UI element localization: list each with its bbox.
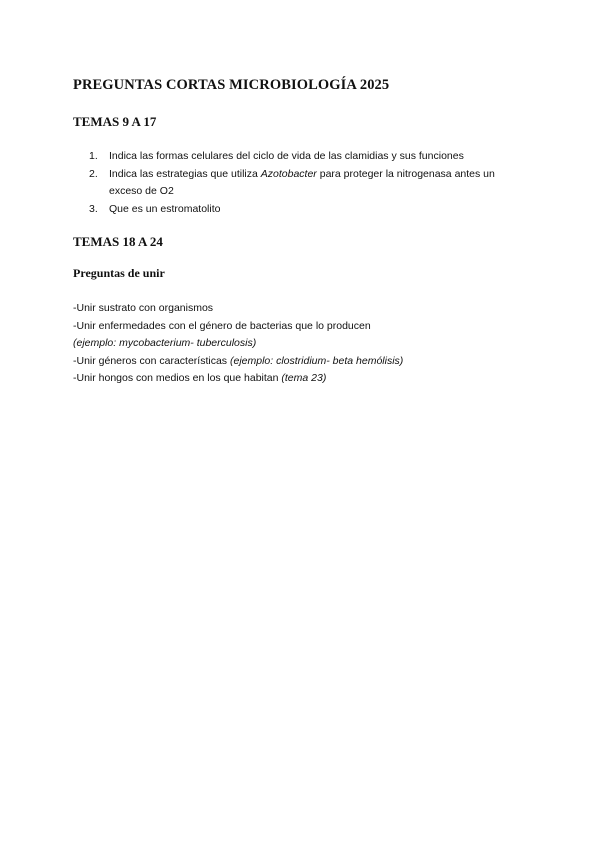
unir-line [73,318,533,336]
list-item-text: Que es un estromatolito [109,202,221,215]
list-item-text: Indica las estrategias que utiliza [109,168,261,180]
unir-line-example: (tema 23) [281,372,327,384]
list-item-number: 1. [89,150,98,162]
unir-line [73,370,533,388]
unir-line-text: -Unir hongos con medios en los que habitan [73,372,282,384]
unir-line-example: (ejemplo: mycobacterium- tuberculosis) [73,337,257,349]
unir-line [73,300,533,318]
unir-list [73,300,533,388]
document-title: PREGUNTAS CORTAS MICROBIOLOGÍA 2025 [73,77,390,93]
unir-line-example: (ejemplo: clostridium- beta hemólisis) [229,354,404,367]
unir-line [73,335,533,353]
section-heading-temas-9-17: TEMAS 9 A 17 [73,114,157,129]
list-item [73,201,523,218]
question-list [73,148,523,219]
unir-line [73,353,533,371]
subheading-preguntas-de-unir: Preguntas de unir [73,266,165,280]
list-item [73,166,523,199]
unir-line-text: -Unir géneros con características [73,354,230,367]
section-heading-temas-18-24: TEMAS 18 A 24 [73,234,163,249]
unir-line-text: -Unir enfermedades con el género de bacterias que lo producen [73,319,371,332]
list-item [73,148,523,165]
list-item-number: 3. [89,202,98,215]
list-item-italic-term: Azotobacter [260,168,317,180]
list-item-text: Indica las formas celulares del ciclo de vida de las clamidias y sus funciones [109,150,464,162]
list-item-number: 2. [89,168,98,180]
list-item-text: para proteger la nitrogenasa antes un exceso de O2 [109,168,495,197]
unir-line-text: -Unir sustrato con organismos [73,302,214,314]
